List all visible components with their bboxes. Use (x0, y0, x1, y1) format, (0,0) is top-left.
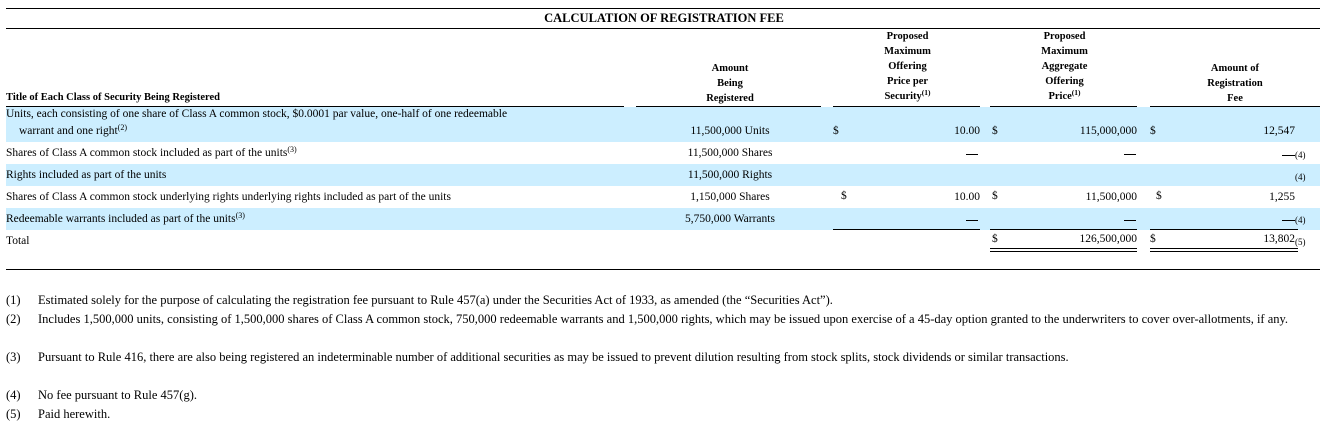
footnote-text: Estimated solely for the purpose of calculating the registration fee pursuant to Rule 457(a) under the Securities Act of 1933, as amended (the “Securities Act”). (38, 293, 833, 307)
row-aggregate: 11,500,000 (1085, 191, 1137, 203)
row-title: Rights included as part of the units (6, 169, 167, 181)
header-amount-being-registered: Amount Being Registered (706, 63, 754, 104)
row-amount: 1,150,000 Shares (690, 191, 770, 203)
row-aggregate: 126,500,000 (1079, 233, 1137, 245)
footnote-2 (6, 310, 1320, 329)
row-title-continued: warrant and one right$^{(2)}$ (19, 123, 127, 137)
footnote-5 (6, 405, 1320, 424)
aggregate-dash (1124, 154, 1136, 155)
fee-currency: $ (1150, 233, 1156, 245)
fee-currency: $ (1150, 125, 1156, 137)
top-rule (6, 8, 1320, 9)
footnote-marker: (2) (6, 312, 21, 326)
footnote-marker: (5) (6, 407, 21, 421)
footnote-1 (6, 291, 1320, 310)
bottom-rule (6, 269, 1320, 270)
row-title: Shares of Class A common stock included as part of the units$^{(3)}$ (6, 145, 297, 159)
row-fee: 1,255 (1269, 191, 1295, 203)
footnote-marker: (3) (6, 350, 21, 364)
aggregate-dash (1124, 220, 1136, 221)
footnote-text: Pursuant to Rule 416, there are also being registered an indeterminable number of additional securities as may be issued to prevent dilution resulting from stock splits, stock dividends or similar transactions. (38, 350, 1069, 364)
footnote-text: Paid herewith. (38, 407, 111, 421)
fee-dash (1282, 220, 1295, 221)
header-registration-fee: Amount of Registration Fee (1207, 63, 1263, 104)
footnote-marker: (1) (6, 293, 21, 307)
fee-footnote-ref: (4) (1295, 172, 1306, 182)
footnote-4 (6, 386, 1320, 405)
footnote-3 (6, 348, 1320, 367)
price-dash (966, 220, 978, 221)
row-amount: 11,500,000 Rights (687, 169, 773, 181)
row-price: 10.00 (954, 191, 980, 203)
row-title: Redeemable warrants included as part of the units$^{(3)}$ (6, 211, 245, 225)
row-aggregate: 115,000,000 (1079, 125, 1137, 137)
fee-footnote-ref: (4) (1295, 215, 1306, 225)
footnote-text: Includes 1,500,000 units, consisting of 1,500,000 shares of Class A common stock, 750,000 redeemable warrants and 1,500,000 rights, which may be issued upon exercise of a 45-day option granted to the underwriters to cover over-allotments, if any. (38, 312, 1289, 326)
header-max-offering-price: Proposed Maximum Offering Price per Security$^{(1)}$ (884, 31, 931, 102)
price-currency: $ (833, 125, 839, 137)
price-dash (966, 154, 978, 155)
header-title-of-class: Title of Each Class of Security Being Registered (6, 92, 220, 103)
row-title: Shares of Class A common stock underlying rights underlying rights included as part of the units (6, 191, 451, 203)
total-double-underline-aggregate (990, 248, 1137, 249)
header-max-aggregate-price: Proposed Maximum Aggregate Offering Price$^{(1)}$ (1041, 31, 1088, 102)
price-currency: $ (841, 190, 847, 202)
row-title: Total (6, 235, 30, 247)
row-amount: 5,750,000 Warrants (685, 213, 775, 225)
row-fee: 13,802 (1263, 233, 1295, 245)
row-title: Units, each consisting of one share of Class A common stock, $0.0001 par value, one-half of one redeemable (6, 108, 508, 120)
fee-currency: $ (1156, 190, 1162, 202)
footnote-text: No fee pursuant to Rule 457(g). (38, 388, 197, 402)
aggregate-currency: $ (992, 233, 998, 245)
row-amount: 11,500,000 Shares (687, 147, 773, 159)
subtotal-underline-fee (1150, 229, 1298, 230)
subtotal-underline-price (833, 229, 980, 230)
total-double-underline-fee (1150, 248, 1298, 249)
table-title: CALCULATION OF REGISTRATION FEE (544, 11, 784, 25)
row-amount: 11,500,000 Units (690, 125, 770, 137)
footnote-marker: (4) (6, 388, 21, 402)
fee-footnote-ref: (5) (1295, 237, 1306, 247)
row-fee: 12,547 (1263, 125, 1295, 137)
total-double-underline-fee (1150, 251, 1298, 252)
aggregate-currency: $ (992, 125, 998, 137)
row-price: 10.00 (954, 125, 980, 137)
total-double-underline-aggregate (990, 251, 1137, 252)
fee-dash (1282, 155, 1295, 156)
subtotal-underline-aggregate (990, 229, 1137, 230)
fee-footnote-ref: (4) (1295, 150, 1306, 160)
aggregate-currency: $ (992, 190, 998, 202)
